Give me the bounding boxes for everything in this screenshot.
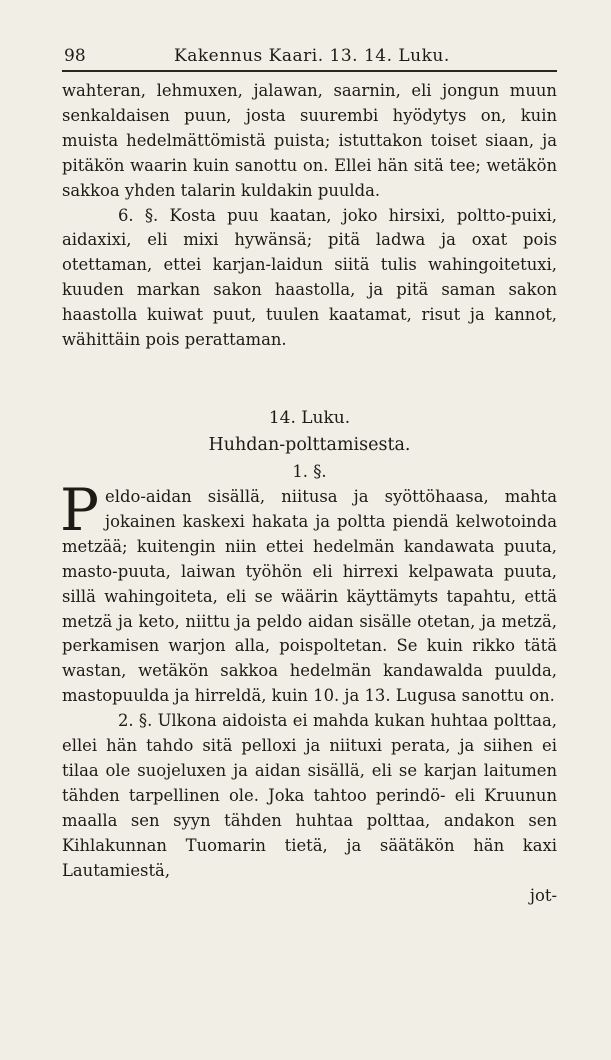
- section-13-continued: wahteran, lehmuxen, jalawan, saarnin, eli jongun muun senkaldaisen puun, josta suurembi hyödytys on, kuin muista hedelmättömistä puista; istuttakon toiset siaan, ja pitäkön waarin kuin sanottu on. Ellei hän sitä tee; wetäkön sakkoa yhden talarin kuldakin puulda.: [62, 81, 557, 200]
- chapter-title: Huhdan-polttamisesta.: [208, 435, 411, 455]
- paragraph-1-text: eldo-aidan sisällä, niitusa ja syöttöhaasa, mahta jokainen kaskexi hakata ja poltta piendä kelwotoinda metzää; kuitengin niin ettei hedelmän kandawata puuta, masto-puuta, laiwan työhön eli hirrexi kelpawata puuta, sillä wahingoiteta, eli se wäärin käyttämyts tapahtu, että metzä ja keto, niittu ja peldo aidan sisälle otetan, ja metzä, perkamisen warjon alla, poispoltetan. Se kuin rikko tätä wastan, wetäkön sakkoa hedelmän kandawalda puulda, mastopuulda ja hirreldä, kuin 10. ja 13. Lugusa sanottu on.: [62, 487, 557, 706]
- page-number: 98: [64, 46, 86, 66]
- chapter-14-paragraph-1: [60, 476, 557, 709]
- text-block-top: [62, 79, 557, 353]
- paragraph-6: 6. §. Kosta puu kaatan, joko hirsixi, poltto-puixi, aidaxixi, eli mixi hywänsä; pitä ladwa ja oxat pois otettaman, ettei karjan-laidun siitä tulis wahingoitetuxi, kuuden markan sakon haastolla, ja pitä saman sakon haastolla kuiwat puut, tuulen kaatamat, risut ja kannot, wähittäin pois perattaman.: [62, 205, 557, 350]
- chapter-number: 14. Luku.: [268, 408, 351, 428]
- catchword: jot-: [529, 885, 557, 905]
- text-block-chapter-14: [62, 405, 557, 908]
- section-heading: 1. §.: [292, 462, 327, 481]
- page-header: [62, 46, 557, 72]
- chapter-14-paragraph-2: 2. §. Ulkona aidoista ei mahda kukan huhtaa polttaa, ellei hän tahdo sitä pelloxi ja niituxi perata, ja siihen ei tilaa ole suojeluxen ja aidan sisällä, eli se karjan laitumen tähden tarpellinen ole. Joka tahtoo perindö- eli Kruunun maalla sen syyn tähden huhtaa polttaa, andakon sen Kihlakunnan Tuomarin tietä, ja säätäkön hän kaxi Lautamiestä,: [62, 711, 557, 880]
- drop-cap: P: [60, 476, 100, 544]
- running-title: Kakennus Kaari. 13. 14. Luku.: [174, 46, 450, 66]
